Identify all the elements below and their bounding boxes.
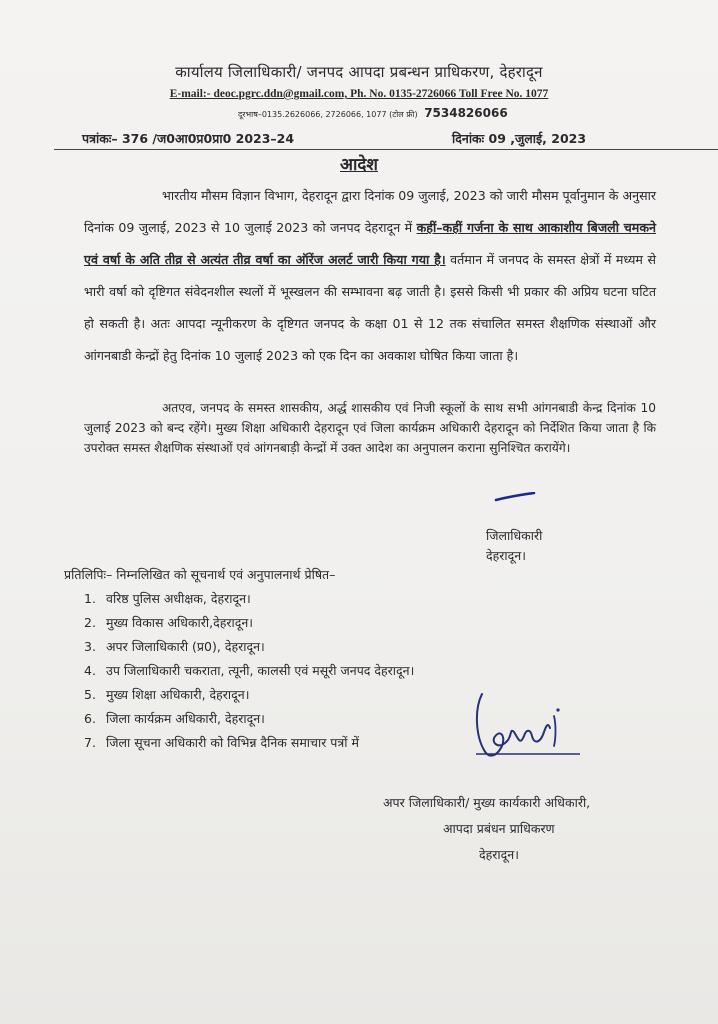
handwritten-signature: [470, 688, 582, 762]
list-item: 1. वरिष्ठ पुलिस अधीक्षक, देहरादून।: [84, 591, 251, 606]
mobile-number: 7534826066: [424, 106, 508, 120]
list-item: 3. अपर जिलाधिकारी (प्र0), देहरादून।: [84, 639, 265, 654]
copy-to-list: [84, 590, 414, 758]
additional-dm-signature-block: [383, 790, 590, 868]
copy-to-heading: प्रतिलिपिः– निम्नलिखित को सूचनार्थ एवं अनुपालनार्थ प्रेषित–: [64, 567, 336, 582]
office-heading: कार्यालय जिलाधिकारी/ जनपद आपदा प्रबन्धन प्राधिकरण, देहरादून: [175, 63, 543, 81]
signatory-place: देहरादून।: [486, 548, 526, 563]
list-item: 2. मुख्य विकास अधिकारी,देहरादून।: [84, 615, 254, 630]
list-item: 5. मुख्य शिक्षा अधिकारी, देहरादून।: [84, 687, 250, 702]
list-item: 7. जिला सूचना अधिकारी को विभिन्न दैनिक समाचार पत्रों में: [84, 735, 359, 750]
signatory-2-line-2: आपदा प्रबंधन प्राधिकरण: [443, 821, 555, 836]
paragraph-2-text: अतएव, जनपद के समस्त शासकीय, अर्द्ध शासकीय एवं निजी स्कूलों के साथ सभी आंगनबाडी केन्द्र दिनांक 10 जुलाई 2023 को बन्द रहेंगे। मुख्य शिक्षा अधिकारी देहरादून एवं जिला कार्यक्रम अधिकारी देहरादून को निर्देशित किया जाता है कि उपरोक्त समस्त शैक्षणिक संस्थाओं एवं आंगनबाड़ी केन्द्रों में उक्त आदेश का अनुपालन कराना सुनिश्चित करायेंगे।: [84, 401, 656, 455]
signatory-2-line-3: देहरादून।: [479, 847, 519, 862]
order-paragraph-2: [84, 398, 656, 458]
signatory-2-line-1: अपर जिलाधिकारी/ मुख्य कार्यकारी अधिकारी,: [383, 795, 591, 810]
district-magistrate-signature-block: [486, 526, 542, 566]
order-title: आदेश: [340, 155, 378, 175]
header-divider: [54, 149, 718, 150]
letter-number: पत्रांकः– 376 /ज0आ0प्र0प्रा0 2023–24: [82, 131, 295, 146]
orange-alert-text: कहीं–कहीं गर्जना के साथ आकाशीय बिजली चमकने एवं वर्षा के अति तीव्र से अत्यंत तीव्र वर्षा का ऑरेंज अलर्ट जारी किया गया है।: [84, 220, 656, 267]
signatory-title: जिलाधिकारी: [486, 528, 543, 543]
list-item: 4. उप जिलाधिकारी चकराता, त्यूनी, कालसी एवं मसूरी जनपद देहरादून।: [84, 663, 415, 678]
list-item: 6. जिला कार्यक्रम अधिकारी, देहरादून।: [84, 711, 265, 726]
phone-line: [238, 106, 508, 120]
phone-numbers: दूरभाष–0135.2626066, 2726066, 1077 (टोल फ्री): [238, 110, 418, 119]
order-paragraph-1: [84, 180, 656, 372]
signature-mark: [494, 492, 536, 502]
paragraph-1-intro: भारतीय मौसम विज्ञान विभाग, देहरादून द्वारा दिनांक 09 जुलाई, 2023 को जारी मौसम पूर्वानुमान के अनुसार दिनांक 09 जुलाई, 2023 से 10 जुलाई 2023 को जनपद देहरादून में: [84, 188, 656, 235]
letter-date: दिनांकः 09 ,जुलाई, 2023: [452, 131, 587, 146]
contact-line: E-mail:- deoc.pgrc.ddn@gmail.com, Ph. No. 0135-2726066 Toll Free No. 1077: [169, 88, 549, 100]
paragraph-1-rest: वर्तमान में जनपद के समस्त क्षेत्रों में मध्यम से भारी वर्षा को दृष्टिगत संवेदनशील स्थलों में भूस्खलन की सम्भावना बढ़ जाती है। इससे किसी भी प्रकार की अप्रिय घटना घटित हो सकती है। अतः आपदा न्यूनीकरण के दृष्टिगत जनपद के कक्षा 01 से 12 तक संचालित समस्त शैक्षणिक संस्थाओं और आंगनबाडी केन्द्रों हेतु दिनांक 10 जुलाई 2023 को एक दिन का अवकाश घोषित किया जाता है।: [84, 252, 656, 363]
